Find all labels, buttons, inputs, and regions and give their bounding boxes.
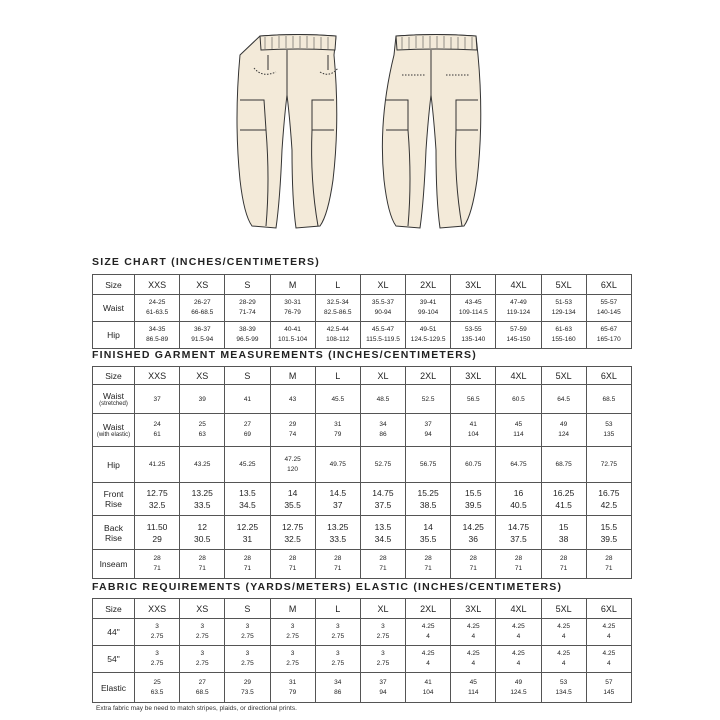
table-cell: 43.25: [180, 447, 225, 483]
table-cell: 16.25: [552, 488, 575, 498]
table-cell: 145: [603, 688, 615, 696]
table-row: [93, 516, 632, 550]
table-cell: 124.5-129.5: [410, 336, 446, 343]
garment-measurements-title: FINISHED GARMENT MEASUREMENTS (INCHES/CENTIMETERS): [92, 349, 477, 361]
header-cell: Size: [93, 275, 135, 295]
table-cell: 134.5: [555, 688, 572, 696]
header-cell: XS: [180, 275, 225, 295]
table-cell: 36-37: [193, 326, 211, 333]
table-cell: 2.75: [195, 633, 209, 640]
table-cell: 140-145: [596, 309, 621, 316]
header-cell: 4XL: [496, 367, 541, 385]
table-cell: 101.5-104: [277, 336, 308, 343]
header-cell: 5XL: [541, 367, 586, 385]
header-cell: 2XL: [406, 599, 451, 619]
table-cell: 31: [242, 533, 253, 544]
table-cell: 4.25: [602, 650, 616, 657]
table-cell: 71: [514, 565, 523, 572]
table-cell: 94: [379, 688, 387, 696]
header-cell: XXS: [135, 599, 180, 619]
table-cell: 79: [288, 688, 297, 696]
table-cell: 37: [424, 421, 432, 428]
header-cell: M: [270, 599, 315, 619]
header-cell: 6XL: [586, 599, 631, 619]
table-cell: 63: [198, 431, 206, 438]
header-cell: 3XL: [451, 367, 496, 385]
table-cell: 64.75: [496, 447, 541, 483]
table-cell: 41.5: [555, 500, 572, 510]
table-cell: 65-67: [600, 326, 618, 333]
table-cell: 13.25: [327, 521, 349, 532]
table-cell: 35.5-37: [371, 299, 394, 306]
table-cell: 124.5: [510, 688, 527, 696]
table-cell: 28: [469, 555, 477, 562]
table-row: [93, 367, 632, 385]
table-cell: 28: [243, 555, 252, 562]
table-cell: 37.5: [374, 500, 392, 510]
table-cell: 104: [467, 431, 479, 438]
header-cell: Size: [93, 599, 135, 619]
header-cell: XS: [180, 367, 225, 385]
table-cell: 109-114.5: [458, 309, 488, 316]
garment-measurements-table: [92, 366, 632, 579]
table-cell: 63.5: [150, 688, 164, 696]
table-cell: 53: [605, 421, 613, 428]
row-label: 54": [93, 646, 135, 673]
table-cell: 12.25: [236, 521, 259, 532]
table-cell: 2.75: [241, 660, 254, 667]
table-cell: 24-25: [148, 299, 166, 306]
table-cell: 40.5: [510, 500, 527, 510]
table-cell: 135-140: [461, 336, 486, 343]
table-cell: 55-57: [600, 299, 618, 306]
table-cell: 35.5: [284, 500, 301, 510]
table-cell: 4.25: [421, 623, 435, 630]
table-cell: 120: [287, 465, 299, 473]
table-cell: 14.75: [372, 488, 394, 498]
table-cell: 4: [426, 633, 430, 640]
table-cell: 14: [287, 488, 298, 498]
size-chart-table: [92, 274, 632, 349]
table-cell: 104: [422, 688, 434, 696]
table-cell: 39-41: [419, 299, 437, 306]
table-cell: 4: [516, 660, 521, 667]
table-cell: 2.75: [331, 660, 345, 667]
table-cell: 29: [152, 533, 162, 544]
table-cell: 37.5: [510, 533, 527, 544]
header-cell: M: [270, 275, 315, 295]
table-cell: 165-170: [596, 336, 621, 343]
table-cell: 90-94: [374, 309, 392, 316]
table-cell: 36: [468, 533, 479, 544]
table-cell: 34-35: [148, 326, 166, 333]
table-row: [93, 483, 632, 516]
table-cell: 32.5-34: [326, 299, 349, 306]
header-cell: 2XL: [406, 275, 451, 295]
table-cell: 39: [180, 385, 225, 414]
table-cell: 74: [288, 431, 297, 438]
header-cell: 6XL: [586, 367, 631, 385]
table-row: [93, 550, 632, 579]
table-cell: 82.5-86.5: [324, 309, 352, 316]
table-cell: 28: [605, 555, 613, 562]
header-cell: 3XL: [451, 275, 496, 295]
table-cell: 155-160: [551, 336, 576, 343]
size-chart-title: SIZE CHART (INCHES/CENTIMETERS): [92, 256, 320, 268]
header-cell: 4XL: [496, 275, 541, 295]
table-cell: 68.5: [586, 385, 631, 414]
table-cell: 4.25: [512, 623, 525, 630]
table-cell: 37: [379, 678, 387, 686]
table-cell: 41: [424, 678, 432, 686]
table-cell: 31: [288, 678, 297, 686]
table-cell: 14: [423, 521, 433, 532]
table-cell: 2.75: [286, 633, 299, 640]
table-cell: 57: [605, 678, 613, 686]
table-cell: 71: [288, 565, 297, 572]
table-cell: 39.5: [465, 500, 482, 510]
table-cell: 4: [516, 633, 521, 640]
header-cell: S: [225, 599, 270, 619]
table-cell: 4.25: [557, 650, 570, 657]
table-cell: 61-63.5: [146, 309, 169, 316]
table-cell: 45.5: [315, 385, 360, 414]
table-cell: 86: [334, 688, 342, 696]
table-cell: 15.5: [600, 521, 618, 532]
table-cell: 60.75: [451, 447, 496, 483]
table-cell: 12.75: [146, 488, 168, 498]
table-row: [93, 295, 632, 322]
table-cell: 15.5: [465, 488, 482, 498]
table-cell: 38-39: [239, 326, 256, 333]
table-cell: 4.25: [602, 623, 616, 630]
table-cell: 25: [153, 678, 161, 686]
table-cell: 28: [288, 555, 297, 562]
table-cell: 4.25: [466, 623, 480, 630]
table-cell: 35.5: [419, 533, 437, 544]
table-cell: 124: [558, 431, 570, 438]
table-cell: 4: [607, 660, 611, 667]
table-cell: 2.75: [376, 633, 390, 640]
table-cell: 34.5: [239, 500, 256, 510]
table-cell: 108-112: [326, 336, 350, 343]
table-cell: 4: [607, 633, 611, 640]
table-cell: 3: [290, 623, 295, 630]
table-cell: 43: [270, 385, 315, 414]
table-cell: 15: [558, 521, 569, 532]
table-row: [93, 322, 632, 349]
table-cell: 4.25: [557, 623, 570, 630]
table-row: [93, 447, 632, 483]
table-cell: 14.75: [507, 521, 530, 532]
table-cell: 56.5: [451, 385, 496, 414]
table-cell: 27: [198, 678, 206, 686]
table-cell: 60.5: [496, 385, 541, 414]
table-cell: 4: [561, 660, 566, 667]
header-cell: XL: [360, 599, 405, 619]
table-row: [93, 619, 632, 646]
table-cell: 79: [334, 431, 342, 438]
table-cell: 51-53: [555, 299, 572, 306]
table-cell: 61-63: [555, 326, 572, 333]
row-label: Elastic: [93, 673, 135, 703]
table-cell: 42.5-44: [326, 326, 349, 333]
table-cell: 28: [334, 555, 342, 562]
table-cell: 94: [424, 431, 432, 438]
table-cell: 40-41: [284, 326, 301, 333]
header-cell: S: [225, 275, 270, 295]
table-cell: 4: [426, 660, 430, 667]
table-cell: 57-59: [510, 326, 527, 333]
table-cell: 4.25: [466, 650, 480, 657]
row-label: Hip: [93, 447, 135, 483]
header-cell: 4XL: [496, 599, 541, 619]
table-cell: 3: [335, 623, 340, 630]
header-cell: L: [315, 367, 360, 385]
header-cell: Size: [93, 367, 135, 385]
header-cell: S: [225, 367, 270, 385]
table-cell: 61: [153, 431, 161, 438]
table-cell: 33.5: [329, 533, 347, 544]
table-cell: 24: [153, 421, 161, 428]
table-row: [93, 673, 632, 703]
table-cell: 145-150: [506, 336, 531, 343]
table-cell: 28: [560, 555, 568, 562]
table-cell: 49: [560, 421, 568, 428]
table-cell: 28: [198, 555, 206, 562]
table-cell: 4: [471, 660, 476, 667]
table-cell: 71: [605, 565, 613, 572]
row-label: Back Rise: [93, 516, 135, 550]
table-cell: 34: [379, 421, 387, 428]
table-cell: 4: [471, 633, 476, 640]
header-cell: XXS: [135, 367, 180, 385]
table-cell: 69: [243, 431, 252, 438]
table-cell: 28: [424, 555, 432, 562]
pants-back-view: [382, 35, 480, 229]
table-cell: 52.5: [406, 385, 451, 414]
table-cell: 30.5: [193, 533, 211, 544]
header-cell: XL: [360, 275, 405, 295]
fabric-requirements-title: FABRIC REQUIREMENTS (YARDS/METERS) ELASTIC (INCHES/CENTIMETERS): [92, 581, 563, 593]
table-cell: 38.5: [419, 500, 437, 510]
table-cell: 49.75: [315, 447, 360, 483]
table-cell: 2.75: [241, 633, 254, 640]
header-cell: XL: [360, 367, 405, 385]
table-cell: 41.25: [135, 447, 180, 483]
row-label: Inseam: [93, 550, 135, 579]
table-cell: 34: [334, 678, 342, 686]
table-cell: 32.5: [284, 533, 301, 544]
table-cell: 45.25: [225, 447, 270, 483]
table-cell: 28: [153, 555, 161, 562]
table-cell: 3: [335, 650, 340, 657]
table-cell: 12.75: [281, 521, 304, 532]
table-cell: 53-55: [464, 326, 482, 333]
table-cell: 72.75: [586, 447, 631, 483]
table-cell: 3: [245, 650, 250, 657]
header-cell: 5XL: [541, 599, 586, 619]
table-cell: 99-104: [417, 309, 439, 316]
table-cell: 135: [603, 431, 615, 438]
table-cell: 14.25: [462, 521, 484, 532]
header-cell: M: [270, 367, 315, 385]
table-cell: 3: [200, 650, 205, 657]
row-label: Waist: [93, 295, 135, 322]
table-cell: 42.5: [600, 500, 618, 510]
table-cell: 27: [243, 421, 252, 428]
table-cell: 73.5: [241, 688, 254, 696]
table-cell: 2.75: [286, 660, 299, 667]
table-cell: 71: [243, 565, 252, 572]
table-cell: 29: [288, 421, 297, 428]
header-cell: 3XL: [451, 599, 496, 619]
row-label: Waist (stretched): [93, 385, 135, 414]
fabric-requirements-table: [92, 598, 632, 703]
table-cell: 25: [198, 421, 206, 428]
table-cell: 53: [560, 678, 568, 686]
table-cell: 45: [469, 678, 477, 686]
table-cell: 71: [334, 565, 342, 572]
table-cell: 3: [290, 650, 295, 657]
table-cell: 32.5: [148, 500, 166, 510]
table-cell: 16: [513, 488, 524, 498]
header-cell: XXS: [135, 275, 180, 295]
table-cell: 16.75: [598, 488, 620, 498]
table-cell: 71: [560, 565, 568, 572]
table-cell: 13.5: [239, 488, 256, 498]
table-cell: 66-68.5: [191, 309, 214, 316]
table-cell: 3: [155, 623, 159, 630]
table-cell: 86: [379, 431, 387, 438]
table-cell: 49-51: [419, 326, 437, 333]
table-cell: 41: [469, 421, 477, 428]
table-cell: 12: [197, 521, 207, 532]
table-cell: 3: [245, 623, 250, 630]
table-row: [93, 646, 632, 673]
table-row: [93, 385, 632, 414]
table-cell: 91.5-94: [191, 336, 214, 343]
table-cell: 71: [198, 565, 206, 572]
table-cell: 11.50: [146, 521, 168, 532]
table-cell: 71: [424, 565, 432, 572]
table-cell: 119-124: [506, 309, 531, 316]
table-cell: 129-134: [551, 309, 576, 316]
table-cell: 2.75: [150, 660, 164, 667]
table-cell: 15.25: [417, 488, 439, 498]
table-cell: 14.5: [329, 488, 347, 498]
table-cell: 13.25: [191, 488, 213, 498]
table-cell: 3: [200, 623, 205, 630]
table-cell: 29: [243, 678, 252, 686]
footnote: Extra fabric may be need to match stripes, plaids, or directional prints.: [96, 705, 297, 712]
header-cell: 5XL: [541, 275, 586, 295]
table-cell: 28: [514, 555, 523, 562]
table-cell: 31: [334, 421, 342, 428]
row-label: Front Rise: [93, 483, 135, 516]
table-cell: 37: [135, 385, 180, 414]
table-cell: 64.5: [541, 385, 586, 414]
table-cell: 26-27: [193, 299, 211, 306]
table-cell: 2.75: [376, 660, 390, 667]
table-cell: 115.5-119.5: [366, 336, 400, 343]
table-cell: 71-74: [239, 309, 256, 316]
header-cell: 2XL: [406, 367, 451, 385]
table-cell: 114: [513, 431, 524, 438]
table-cell: 47.25: [284, 455, 301, 463]
table-cell: 33.5: [193, 500, 211, 510]
table-cell: 3: [381, 650, 385, 657]
table-cell: 4: [561, 633, 566, 640]
header-cell: 6XL: [586, 275, 631, 295]
table-cell: 43-45: [464, 299, 482, 306]
table-cell: 2.75: [150, 633, 164, 640]
table-row: [93, 275, 632, 295]
header-cell: L: [315, 599, 360, 619]
table-cell: 28: [379, 555, 387, 562]
header-cell: L: [315, 275, 360, 295]
table-cell: 76-79: [284, 309, 301, 316]
table-cell: 4.25: [421, 650, 435, 657]
table-cell: 71: [153, 565, 161, 572]
table-cell: 96.5-99: [236, 336, 259, 343]
table-cell: 47-49: [510, 299, 527, 306]
table-cell: 34.5: [374, 533, 392, 544]
row-label: Hip: [93, 322, 135, 349]
table-cell: 4.25: [512, 650, 525, 657]
table-cell: 41: [225, 385, 270, 414]
header-cell: XS: [180, 599, 225, 619]
row-label: Waist (with elastic): [93, 414, 135, 447]
table-cell: 48.5: [360, 385, 405, 414]
table-cell: 86.5-89: [146, 336, 169, 343]
pants-illustration: [0, 0, 720, 250]
table-cell: 13.5: [374, 521, 392, 532]
table-cell: 2.75: [195, 660, 209, 667]
table-cell: 68.75: [541, 447, 586, 483]
table-cell: 49: [514, 678, 523, 686]
table-cell: 30-31: [284, 299, 301, 306]
table-cell: 56.75: [406, 447, 451, 483]
table-cell: 2.75: [331, 633, 345, 640]
table-cell: 68.5: [195, 688, 209, 696]
table-cell: 28-29: [239, 299, 256, 306]
table-cell: 45: [514, 421, 523, 428]
table-row: [93, 414, 632, 447]
table-cell: 37: [333, 500, 343, 510]
table-cell: 71: [469, 565, 477, 572]
row-label: 44": [93, 619, 135, 646]
table-cell: 38: [558, 533, 569, 544]
table-cell: 39.5: [600, 533, 618, 544]
pants-front-view: [237, 35, 338, 229]
table-cell: 114: [468, 688, 479, 696]
table-cell: 45.5-47: [371, 326, 394, 333]
table-cell: 3: [381, 623, 385, 630]
table-cell: 52.75: [360, 447, 405, 483]
table-cell: 71: [379, 565, 387, 572]
table-row: [93, 599, 632, 619]
table-cell: 3: [155, 650, 159, 657]
